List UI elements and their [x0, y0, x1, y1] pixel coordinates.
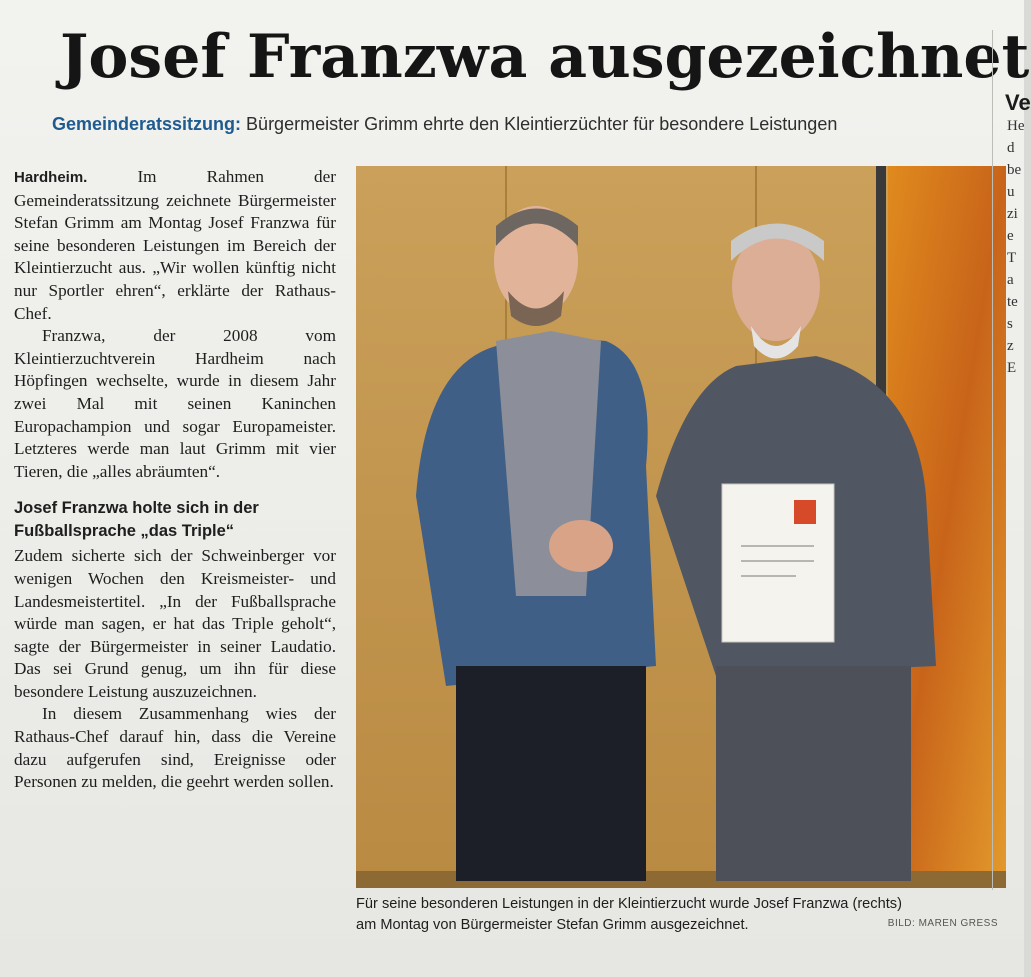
article-photo: [356, 166, 1006, 888]
handshake: [549, 520, 613, 572]
neighbor-line: a: [1007, 272, 1014, 288]
neighbor-line: E: [1007, 360, 1017, 376]
neighbor-line: z: [1007, 338, 1014, 354]
photo-illustration: [356, 166, 1006, 888]
neighbor-line: u: [1007, 184, 1015, 200]
certificate: [722, 484, 834, 642]
paragraph-4: In diesem Zusammenhang wies der Rathaus-Chef darauf hin, dass die Vereine dazu aufgerufen sind, Ereignisse oder Personen zu melden, die geehrt werden sollen.: [14, 704, 336, 792]
neighbor-line: e: [1007, 228, 1014, 244]
subheadline-text: Bürgermeister Grimm ehrte den Kleintierzüchter für besondere Leistungen: [241, 114, 838, 134]
neighbor-line: T: [1007, 250, 1017, 266]
neighbor-line: d: [1007, 140, 1015, 156]
kicker: Gemeinderatssitzung:: [52, 114, 242, 134]
paragraph-1-text: Im Rahmen der Gemeinderatssitzung zeichnete Bürgermeister Stefan Grimm am Montag Josef Franzwa für seine besonderen Leistungen im Bereich der Kleintierzucht aus. „Wir wollen künftig nicht nur Sportler ehren“, erklärte der Rathaus-Chef.: [14, 167, 336, 323]
article-subhead: Josef Franzwa holte sich in der Fußballsprache „das Triple“: [14, 499, 259, 541]
photo-credit: BILD: MAREN GRESS: [887, 918, 998, 929]
neighbor-heading: Ve: [1005, 90, 1031, 115]
article-body: [14, 166, 336, 794]
certificate-crest: [794, 500, 816, 524]
caption-line-2: am Montag von Bürgermeister Stefan Grimm ausgezeichnet.: [356, 917, 749, 933]
paragraph-3: Zudem sicherte sich der Schweinberger vor wenigen Wochen den Kreismeister- und Landesmeistertitel. „In der Fußballsprache würde man sagen, er hat das Triple geholt“, sagte der Bürgermeister in seiner Laudatio. Das sei Grund genug, um ihn für diese besondere Leistung auszuzeichnen.: [14, 546, 336, 701]
article-headline: Josef Franzwa ausgezeichnet: [60, 22, 1030, 92]
neighbor-line: te: [1007, 294, 1018, 310]
photo-caption: [356, 894, 1012, 936]
caption-line-1: Für seine besonderen Leistungen in der Kleintierzucht wurde Josef Franzwa (rechts): [356, 896, 902, 912]
neighbor-line: s: [1007, 316, 1013, 332]
article-subheadline: [52, 114, 972, 135]
neighbor-column: [992, 30, 1031, 890]
paragraph-1: [14, 166, 336, 325]
paragraph-2: Franzwa, der 2008 vom Kleintierzuchtverein Hardheim nach Höpfingen wechselte, wurde in diesem Jahr zwei Mal mit seinen Kaninchen Europachampion und sogar Europameister. Letzteres werde man laut Grimm mit vier Tieren, die „alles abräumten“.: [14, 326, 336, 481]
dateline: Hardheim.: [14, 169, 88, 186]
neighbor-line: be: [1007, 162, 1022, 178]
neighbor-line: He: [1007, 118, 1025, 134]
neighbor-line: zi: [1007, 206, 1018, 222]
